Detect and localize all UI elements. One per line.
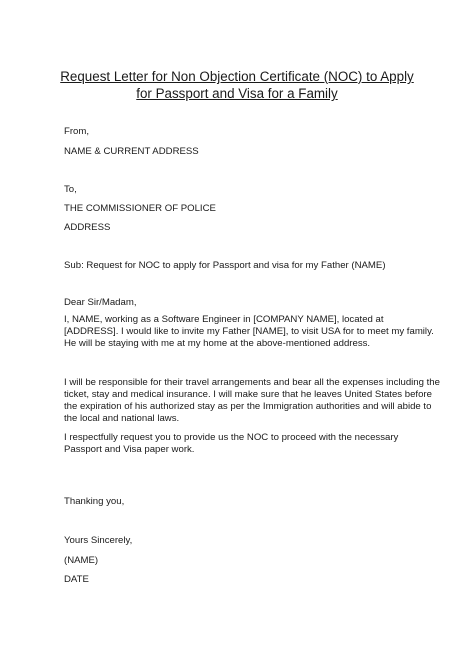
from-label: From, — [64, 126, 90, 137]
from-value: NAME & CURRENT ADDRESS — [64, 146, 199, 157]
paragraph-responsibility — [64, 377, 440, 425]
letter-title-line-2: for Passport and Visa for a Family — [136, 86, 338, 101]
paragraph-line: the local and national laws. — [64, 413, 180, 424]
signature-date: DATE — [64, 574, 89, 585]
paragraph-line: the expiration of his authorized stay as per the Immigration authorities and will abide to — [64, 401, 432, 412]
recipient-address: ADDRESS — [64, 222, 111, 233]
letter-title-line-1: Request Letter for Non Objection Certificate (NOC) to Apply — [60, 69, 414, 84]
paragraph-intro — [64, 314, 434, 350]
paragraph-line: ticket, stay and medical insurance. I will make sure that he leaves United States before — [64, 389, 432, 400]
salutation: Dear Sir/Madam, — [64, 297, 137, 308]
to-label: To, — [64, 184, 77, 195]
subject-line: Sub: Request for NOC to apply for Passport and visa for my Father (NAME) — [64, 260, 386, 271]
paragraph-line: I, NAME, working as a Software Engineer in [COMPANY NAME], located at — [64, 314, 384, 325]
paragraph-line: I respectfully request you to provide us the NOC to proceed with the necessary — [64, 432, 399, 443]
sign-off: Yours Sincerely, — [64, 535, 133, 546]
recipient-title: THE COMMISSIONER OF POLICE — [64, 203, 216, 214]
paragraph-line: [ADDRESS]. I would like to invite my Father [NAME], to visit USA for to meet my family. — [64, 326, 434, 337]
paragraph-line: I will be responsible for their travel arrangements and bear all the expenses including the — [64, 377, 440, 388]
signature-name: (NAME) — [64, 555, 99, 566]
paragraph-request — [64, 432, 398, 456]
closing-line: Thanking you, — [64, 496, 125, 507]
paragraph-line: He will be staying with me at my home at the above-mentioned address. — [64, 338, 371, 349]
paragraph-line: Passport and Visa paper work. — [64, 444, 195, 455]
